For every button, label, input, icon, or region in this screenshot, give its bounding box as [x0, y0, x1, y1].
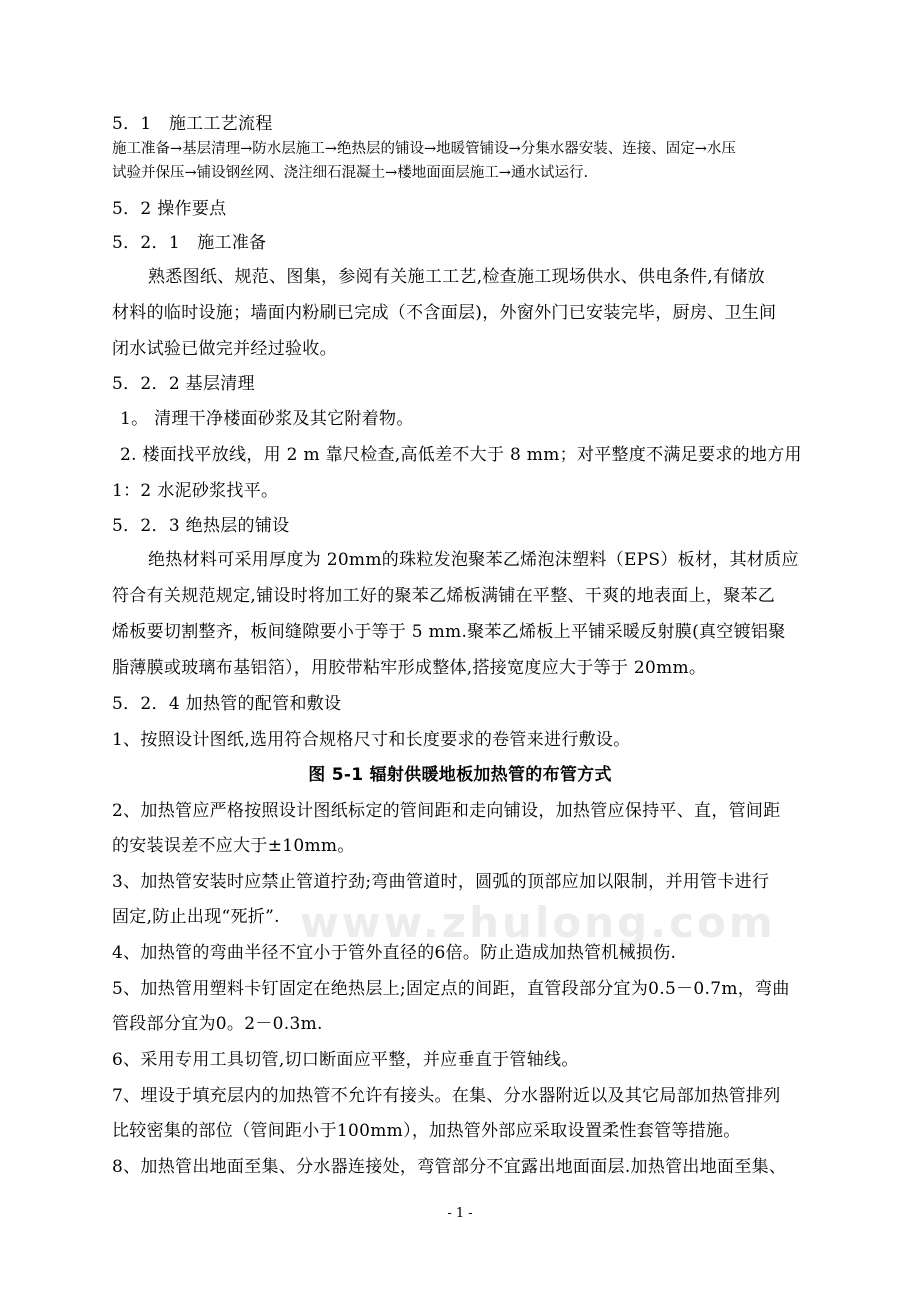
list-item-continuation: 固定,防止出现“死折”.: [112, 907, 280, 927]
paragraph-line: 熟悉图纸、规范、图集，参阅有关施工工艺,检查施工现场供水、供电条件,有储放: [148, 267, 765, 287]
section-heading-5-2-4: 5．2．4 加热管的配管和敷设: [112, 694, 342, 714]
list-item: 1。 清理干净楼面砂浆及其它附着物。: [120, 409, 414, 429]
list-item: 4、加热管的弯曲半径不宜小于管外直径的6倍。防止造成加热管机械损伤.: [112, 943, 677, 963]
section-heading-5-2: 5．2 操作要点: [112, 199, 227, 219]
section-heading-5-2-2: 5．2．2 基层清理: [112, 374, 255, 394]
paragraph-line: 符合有关规范规定,铺设时将加工好的聚苯乙烯板满铺在平整、干爽的地表面上，聚苯乙: [112, 586, 776, 606]
paragraph-line: 脂薄膜或玻璃布基铝箔），用胶带粘牢形成整体,搭接宽度应大于等于 20mm。: [112, 658, 707, 678]
list-item: 6、采用专用工具切管,切口断面应平整，并应垂直于管轴线。: [112, 1050, 579, 1070]
list-item: 5、加热管用塑料卡钉固定在绝热层上;固定点的间距，直管段部分宜为0.5－0.7m，弯曲: [112, 979, 790, 999]
list-item: 3、加热管安装时应禁止管道拧劲;弯曲管道时，圆弧的顶部应加以限制，并用管卡进行: [112, 872, 770, 892]
list-item: 8、加热管出地面至集、分水器连接处，弯管部分不宜露出地面面层.加热管出地面至集、: [112, 1157, 787, 1177]
list-item-continuation: 的安装误差不应大于±10mm。: [112, 836, 355, 856]
list-item-continuation: 1：2 水泥砂浆找平。: [112, 481, 279, 501]
list-item: 2. 楼面找平放线，用 2 m 靠尺检查,高低差不大于 8 mm；对平整度不满足要求的地方用: [120, 445, 802, 465]
watermark: www.zhulong.com: [300, 898, 776, 947]
section-heading-5-2-1: 5．2．1 施工准备: [112, 233, 267, 253]
paragraph-line: 绝热材料可采用厚度为 20mm的珠粒发泡聚苯乙烯泡沫塑料（EPS）板材，其材质应: [148, 550, 799, 570]
list-item-continuation: 比较密集的部位（管间距小于100mm），加热管外部应采取设置柔性套管等措施。: [112, 1121, 741, 1141]
figure-caption: 图 5-1 辐射供暖地板加热管的布管方式: [308, 765, 612, 785]
paragraph-line: 材料的临时设施；墙面内粉刷已完成（不含面层)，外窗外门已安装完毕，厨房、卫生间: [112, 303, 777, 323]
process-flow-line-1: 施工准备→基层清理→防水层施工→绝热层的铺设→地暖管铺设→分集水器安装、连接、固定→水压: [112, 141, 736, 157]
section-heading-5-2-3: 5．2．3 绝热层的铺设: [112, 516, 290, 536]
list-item: 1、按照设计图纸,选用符合规格尺寸和长度要求的卷管来进行敷设。: [112, 730, 631, 750]
list-item-continuation: 管段部分宜为0。2－0.3m.: [112, 1014, 323, 1034]
list-item: 7、埋设于填充层内的加热管不允许有接头。在集、分水器附近以及其它局部加热管排列: [112, 1086, 781, 1106]
section-heading-5-1: 5．1 施工工艺流程: [112, 114, 273, 134]
list-item: 2、加热管应严格按照设计图纸标定的管间距和走向铺设，加热管应保持平、直，管间距: [112, 801, 781, 821]
paragraph-line: 闭水试验已做完并经过验收。: [112, 339, 337, 359]
process-flow-line-2: 试验并保压→铺设钢丝网、浇注细石混凝土→楼地面面层施工→通水试运行.: [112, 165, 589, 181]
paragraph-line: 烯板要切割整齐，板间缝隙要小于等于 5 mm.聚苯乙烯板上平铺采暖反射膜(真空镀铝聚: [112, 622, 786, 642]
page-number: - 1 -: [447, 1206, 473, 1221]
